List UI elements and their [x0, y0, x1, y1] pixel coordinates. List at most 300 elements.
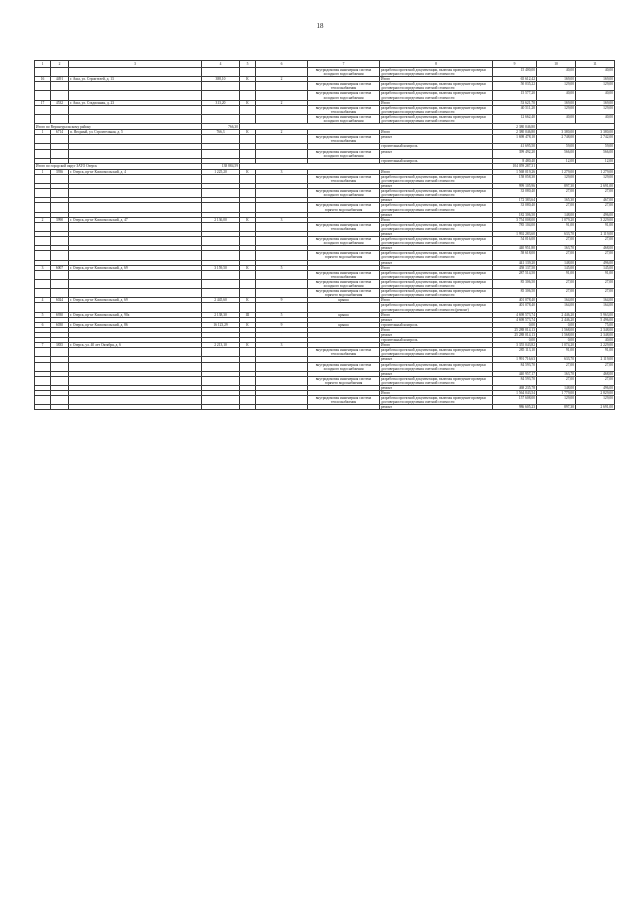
volume-total: 27,00 — [576, 189, 615, 198]
volume-total: 2 742,00 — [576, 135, 615, 144]
system-type: внутридомовая инженерная система холодного водоснабжения — [308, 189, 380, 198]
col-header: 4 — [202, 61, 240, 68]
cost-value: 2 380 046,80 — [493, 130, 537, 135]
work-type: ремонт — [380, 184, 493, 189]
work-type: строительный контроль — [380, 158, 493, 163]
row-number — [35, 396, 51, 405]
house-address: г. Озерск, пр-кт Комсомольский, д. 69 — [69, 298, 202, 303]
volume-value: 2 748,00 — [537, 135, 576, 144]
house-code: 4491 — [51, 77, 69, 82]
total-area: 766,30 — [202, 124, 240, 130]
work-type: ремонт — [380, 332, 493, 337]
volume-value: 27,00 — [537, 203, 576, 212]
work-type: строительный контроль — [380, 338, 493, 343]
volume-value: 27,00 — [537, 251, 576, 260]
volume-total: 566,00 — [576, 149, 615, 158]
cost-value: 172 383,64 — [493, 198, 537, 203]
volume-total: 496,00 — [576, 386, 615, 391]
house-address — [69, 222, 202, 231]
volume-value: 27,00 — [537, 189, 576, 198]
wall-material — [240, 376, 256, 385]
cost-value: 401 078,40 — [493, 298, 537, 303]
house-code — [51, 348, 69, 357]
row-number — [35, 405, 51, 410]
col-header: 5 — [240, 61, 256, 68]
volume-value: 1 568,00 — [537, 327, 576, 332]
system-type: внутридомовая инженерная система холодного водоснабжения — [308, 362, 380, 371]
house-area — [202, 135, 240, 144]
work-type: разработка проектной документации, включая проведение проверки достоверности определения сметной стоимости — [380, 251, 493, 260]
floors-count — [256, 289, 308, 298]
work-type: разработка проектной документации, включая проведение проверки достоверности определения сметной стоимости — [380, 279, 493, 288]
row-number — [35, 91, 51, 100]
system-type: крыша — [308, 322, 380, 327]
row-number: 17 — [35, 100, 51, 105]
wall-material: К — [240, 217, 256, 222]
work-type: Итого — [380, 169, 493, 174]
house-address — [69, 405, 202, 410]
cost-value: 50 035,22 — [493, 82, 537, 91]
house-area: 2 138,30 — [202, 312, 240, 317]
house-area: 313,20 — [202, 100, 240, 105]
row-number: 16 — [35, 77, 51, 82]
work-type: разработка проектной документации, включая проведение проверки достоверности определения сметной стоимости — [380, 376, 493, 385]
cost-value: 440 957,17 — [493, 371, 537, 376]
house-code: 6930 — [51, 312, 69, 317]
work-type: ремонт — [380, 260, 493, 265]
house-area — [202, 68, 240, 77]
volume-value: 27,00 — [537, 279, 576, 288]
house-address — [69, 251, 202, 260]
volume-value: 1 279,00 — [537, 169, 576, 174]
cost-value: 157 608,00 — [493, 396, 537, 405]
work-type: ремонт — [380, 246, 493, 251]
house-area: 3 159,50 — [202, 265, 240, 270]
volume-value: 0,00 — [537, 322, 576, 327]
work-type: Итого — [380, 298, 493, 303]
cost-value: 85 306,50 — [493, 289, 537, 298]
work-type: разработка проектной документации, включая проведение проверки достоверности определения сметной стоимости — [380, 68, 493, 77]
house-area — [202, 114, 240, 123]
volume-value: 91,00 — [537, 222, 576, 231]
cost-value: 1 991 716,63 — [493, 357, 537, 362]
floors-count — [256, 149, 308, 158]
volume-total: 2 348,00 — [576, 327, 615, 332]
cost-value: 84 593,70 — [493, 362, 537, 371]
row-number — [35, 289, 51, 298]
row-number — [35, 189, 51, 198]
cost-value: 33 080,40 — [493, 203, 537, 212]
work-type: разработка проектной документации, включая проведение проверки достоверности определения сметной стоимости — [380, 270, 493, 279]
house-area — [202, 303, 240, 312]
wall-material — [240, 149, 256, 158]
work-type: Итого — [380, 100, 493, 105]
wall-material — [240, 82, 256, 91]
cost-value: 287 514,50 — [493, 270, 537, 279]
volume-total: 5 963,00 — [576, 312, 615, 317]
work-type: ремонт — [380, 135, 493, 144]
cost-value: 25 288 014,13 — [493, 332, 537, 337]
cost-value: 4 698 573,74 — [493, 317, 537, 322]
wall-material: К — [240, 265, 256, 270]
house-address — [69, 289, 202, 298]
row-number — [35, 203, 51, 212]
cost-value: 54 016,00 — [493, 237, 537, 246]
house-address — [69, 135, 202, 144]
row-number: 7 — [35, 343, 51, 348]
table-row — [35, 303, 615, 312]
house-address: п. Ягодный, ул. Строительная, д. 5 — [69, 130, 202, 135]
table-row — [35, 348, 615, 357]
cost-value: 12 662,40 — [493, 114, 537, 123]
floors-count — [256, 82, 308, 91]
row-number — [35, 174, 51, 183]
volume-total: 145,00 — [576, 265, 615, 270]
floors-count — [256, 203, 308, 212]
volume-value: 1 779,00 — [537, 391, 576, 396]
table-body — [35, 61, 615, 410]
col-header: 11 — [576, 61, 615, 68]
house-address — [69, 376, 202, 385]
work-type: ремонт — [380, 149, 493, 158]
volume-value: 27,00 — [537, 376, 576, 385]
row-number: 2 — [35, 217, 51, 222]
floors-count: 2 — [256, 130, 308, 135]
floors-count — [256, 237, 308, 246]
volume-total: 27,00 — [576, 279, 615, 288]
volume-value: 164,00 — [537, 298, 576, 303]
table-row — [35, 149, 615, 158]
cost-value: 15 577,20 — [493, 91, 537, 100]
floors-count — [256, 68, 308, 77]
work-type: Итого — [380, 130, 493, 135]
col-header: 2 — [51, 61, 69, 68]
floors-count: 9 — [256, 298, 308, 303]
house-area — [202, 362, 240, 371]
house-area: 16 123,29 — [202, 322, 240, 327]
floors-count — [256, 362, 308, 371]
wall-material — [240, 237, 256, 246]
volume-value: 27,00 — [537, 237, 576, 246]
house-code — [51, 362, 69, 371]
volume-value: 148,00 — [537, 260, 576, 265]
house-code — [51, 105, 69, 114]
col-header: 10 — [537, 61, 576, 68]
system-type: внутридомовая инженерная система теплоснабжения — [308, 174, 380, 183]
house-area — [202, 105, 240, 114]
volume-value: 2 446,20 — [537, 312, 576, 317]
work-type: ремонт — [380, 405, 493, 410]
wall-material: К — [240, 322, 256, 327]
row-number: 1 — [35, 130, 51, 135]
volume-value: 0,00 — [537, 338, 576, 343]
house-code — [51, 303, 69, 312]
house-area: 1 225,20 — [202, 169, 240, 174]
system-type: внутридомовая инженерная система холодного водоснабжения — [308, 279, 380, 288]
floors-count — [256, 222, 308, 231]
cost-value: 468 235,78 — [493, 386, 537, 391]
floors-count — [256, 348, 308, 357]
wall-material: К — [240, 100, 256, 105]
system-type: внутридомовая инженерная система теплоснабжения — [308, 82, 380, 91]
house-code — [51, 279, 69, 288]
floors-count: 2 — [256, 77, 308, 82]
cost-value: 33 080,40 — [493, 189, 537, 198]
wall-material — [240, 348, 256, 357]
floors-count — [256, 405, 308, 410]
cost-value: 4 698 573,74 — [493, 312, 537, 317]
wall-material — [240, 174, 256, 183]
volume-total: 75,00 — [576, 322, 615, 327]
row-number — [35, 105, 51, 114]
work-type: ремонт — [380, 232, 493, 237]
wall-material — [240, 189, 256, 198]
cost-value: 53 621,70 — [493, 100, 537, 105]
house-code: 3835 — [51, 343, 69, 348]
work-type: разработка проектной документации, включая проведение проверки достоверности определения сметной стоимости — [380, 222, 493, 231]
volume-total: 2 348,00 — [576, 332, 615, 337]
house-code — [51, 82, 69, 91]
table-row — [35, 174, 615, 183]
row-number — [35, 114, 51, 123]
system-type: внутридомовая инженерная система холодного водоснабжения — [308, 68, 380, 77]
cost-value: 3 754 008,00 — [493, 217, 537, 222]
volume-total: 129,00 — [576, 174, 615, 183]
volume-total: 496,00 — [576, 260, 615, 265]
house-address: г. Озерск, пр-кт Комсомольский, д. 47 — [69, 217, 202, 222]
house-code — [51, 376, 69, 385]
volume-value: 40,00 — [537, 91, 576, 100]
col-header: 3 — [69, 61, 202, 68]
wall-material — [240, 303, 256, 312]
house-code: 3990 — [51, 217, 69, 222]
cost-value: 441 139,20 — [493, 260, 537, 265]
volume-total: 2 829,00 — [576, 391, 615, 396]
house-area: 2 213,10 — [202, 343, 240, 348]
wall-material: К — [240, 343, 256, 348]
floors-count — [256, 376, 308, 385]
col-header: 8 — [380, 61, 493, 68]
volume-total: 40,00 — [576, 338, 615, 343]
total-amount: 104 059 287,31 — [493, 163, 537, 169]
house-area: 766,3 — [202, 130, 240, 135]
work-type: разработка проектной документации, включая проведение проверки достоверности определения сметной стоимости — [380, 348, 493, 357]
wall-material: К — [240, 169, 256, 174]
house-area — [202, 237, 240, 246]
work-type: разработка проектной документации, включая проведение проверки достоверности определения сметной стоимости — [380, 174, 493, 183]
work-type: ремонт — [380, 386, 493, 391]
wall-material — [240, 135, 256, 144]
house-address: г. Озерск, пр-кт Комсомольский, д. 4 — [69, 169, 202, 174]
cost-value: 84 593,70 — [493, 376, 537, 385]
house-code — [51, 203, 69, 212]
house-area — [202, 376, 240, 385]
volume-value: 633,70 — [537, 232, 576, 237]
floors-count — [256, 91, 308, 100]
house-address — [69, 189, 202, 198]
house-code: 6030 — [51, 322, 69, 327]
work-type: ремонт — [380, 212, 493, 217]
volume-total: 27,00 — [576, 289, 615, 298]
row-number — [35, 270, 51, 279]
volume-total: 27,00 — [576, 237, 615, 246]
wall-material — [240, 289, 256, 298]
house-code — [51, 149, 69, 158]
volume-total: 2 691,00 — [576, 405, 615, 410]
volume-total: 2 119,00 — [576, 357, 615, 362]
floors-count — [256, 303, 308, 312]
volume-value: 897,30 — [537, 184, 576, 189]
cost-value: 1 992 283,60 — [493, 232, 537, 237]
floors-count: 2 — [256, 100, 308, 105]
system-type: внутридомовая инженерная система горячего водоснабжения — [308, 203, 380, 212]
col-header: 6 — [256, 61, 308, 68]
volume-value: 91,00 — [537, 348, 576, 357]
house-area — [202, 251, 240, 260]
volume-value: 40,00 — [537, 68, 576, 77]
house-code — [51, 289, 69, 298]
cost-value: 58 618,00 — [493, 251, 537, 260]
work-type: строительный контроль — [380, 144, 493, 149]
volume-total: 164,00 — [576, 303, 615, 312]
system-type: внутридомовая инженерная система холодного водоснабжения — [308, 114, 380, 123]
house-address — [69, 279, 202, 288]
house-address: г. Аша, ул. Стадионная, д. 23 — [69, 100, 202, 105]
house-address: г. Озерск, ул. 40 лет Октября, д. 6 — [69, 343, 202, 348]
house-address — [69, 237, 202, 246]
system-type: крыша — [308, 312, 380, 317]
house-address: г. Озерск, пр-кт Комсомольский, д. 90а — [69, 312, 202, 317]
house-code — [51, 405, 69, 410]
cost-value: 440 951,80 — [493, 246, 537, 251]
table-row — [35, 376, 615, 385]
wall-material — [240, 203, 256, 212]
house-address — [69, 149, 202, 158]
table-row — [35, 114, 615, 123]
table-row — [35, 82, 615, 91]
work-type: разработка проектной документации, включая проведение проверки достоверности определения сметной стоимости (ремонт) — [380, 303, 493, 312]
work-type: разработка проектной документации, включая проведение проверки достоверности определения сметной стоимости — [380, 82, 493, 91]
volume-total: 91,00 — [576, 222, 615, 231]
wall-material — [240, 362, 256, 371]
floors-count: 9 — [256, 322, 308, 327]
volume-value: 129,00 — [537, 174, 576, 183]
cost-value: 285 113,10 — [493, 348, 537, 357]
volume-value: 27,00 — [537, 289, 576, 298]
cost-value: 785 104,00 — [493, 222, 537, 231]
system-type: внутридомовая инженерная система теплоснабжения — [308, 222, 380, 231]
house-area — [202, 270, 240, 279]
wall-material — [240, 222, 256, 231]
house-code — [51, 251, 69, 260]
system-type — [308, 303, 380, 312]
work-type: ремонт — [380, 317, 493, 322]
volume-total: 27,00 — [576, 203, 615, 212]
wall-material — [240, 279, 256, 288]
floors-count — [256, 270, 308, 279]
cost-value: 1 568 019,26 — [493, 169, 537, 174]
volume-total: 40,00 — [576, 68, 615, 77]
volume-total: 3 229,00 — [576, 217, 615, 222]
cost-value: 8 480,40 — [493, 158, 537, 163]
cost-value: 158 058,30 — [493, 174, 537, 183]
work-type: Итого — [380, 217, 493, 222]
work-type: разработка проектной документации, включая проведение проверки достоверности определения сметной стоимости — [380, 189, 493, 198]
house-code — [51, 270, 69, 279]
house-area — [202, 149, 240, 158]
cost-value: 182 306,50 — [493, 212, 537, 217]
volume-value: 165,30 — [537, 198, 576, 203]
work-type: разработка проектной документации, включая проведение проверки достоверности определения сметной стоимости — [380, 114, 493, 123]
house-code: 3936 — [51, 169, 69, 174]
table-row — [35, 251, 615, 260]
volume-total: 169,00 — [576, 77, 615, 82]
house-area — [202, 82, 240, 91]
volume-total: 12,00 — [576, 158, 615, 163]
house-code — [51, 237, 69, 246]
header-row — [35, 61, 615, 68]
floors-count — [256, 114, 308, 123]
cost-value: 401 078,40 — [493, 303, 537, 312]
repair-register-table — [34, 60, 615, 410]
floors-count — [256, 279, 308, 288]
work-type: ремонт — [380, 357, 493, 362]
floors-count: 3 — [256, 169, 308, 174]
floors-count: 5 — [256, 312, 308, 317]
total-amount: 2 380 046,80 — [493, 124, 537, 130]
table-row — [35, 289, 615, 298]
table-row — [35, 135, 615, 144]
volume-value: 1 079,20 — [537, 217, 576, 222]
wall-material — [240, 270, 256, 279]
cost-value: 1 564 043,54 — [493, 391, 537, 396]
work-type: разработка проектной документации, включая проведение проверки достоверности определения сметной стоимости — [380, 91, 493, 100]
table-row — [35, 396, 615, 405]
page-number: 18 — [316, 22, 324, 30]
volume-total: 2 119,00 — [576, 232, 615, 237]
volume-value: 91,00 — [537, 270, 576, 279]
system-type: внутридомовая инженерная система теплоснабжения — [308, 105, 380, 114]
system-type: внутридомовая инженерная система холодного водоснабжения — [308, 237, 380, 246]
system-type: внутридомовая инженерная система горячего водоснабжения — [308, 289, 380, 298]
house-address — [69, 68, 202, 77]
work-type: строительный контроль — [380, 322, 493, 327]
volume-total: 3 380,00 — [576, 130, 615, 135]
volume-value: 169,00 — [537, 77, 576, 82]
row-number — [35, 68, 51, 77]
total-label: Итого по городской округ ЗАТО Озерск — [35, 163, 202, 169]
table-row — [35, 68, 615, 77]
house-area — [202, 279, 240, 288]
house-area — [202, 189, 240, 198]
house-code — [51, 174, 69, 183]
volume-value: 148,00 — [537, 386, 576, 391]
volume-value: 3 380,00 — [537, 130, 576, 135]
cost-value: 15 400,00 — [493, 68, 537, 77]
wall-material: К — [240, 77, 256, 82]
cost-value: 65 612,42 — [493, 77, 537, 82]
wall-material — [240, 251, 256, 260]
volume-value: 40,00 — [537, 114, 576, 123]
house-address — [69, 396, 202, 405]
col-header: 7 — [308, 61, 380, 68]
house-address — [69, 82, 202, 91]
volume-value: 163,70 — [537, 246, 576, 251]
row-number: 4 — [35, 298, 51, 303]
wall-material — [240, 396, 256, 405]
floors-count — [256, 396, 308, 405]
house-address — [69, 348, 202, 357]
